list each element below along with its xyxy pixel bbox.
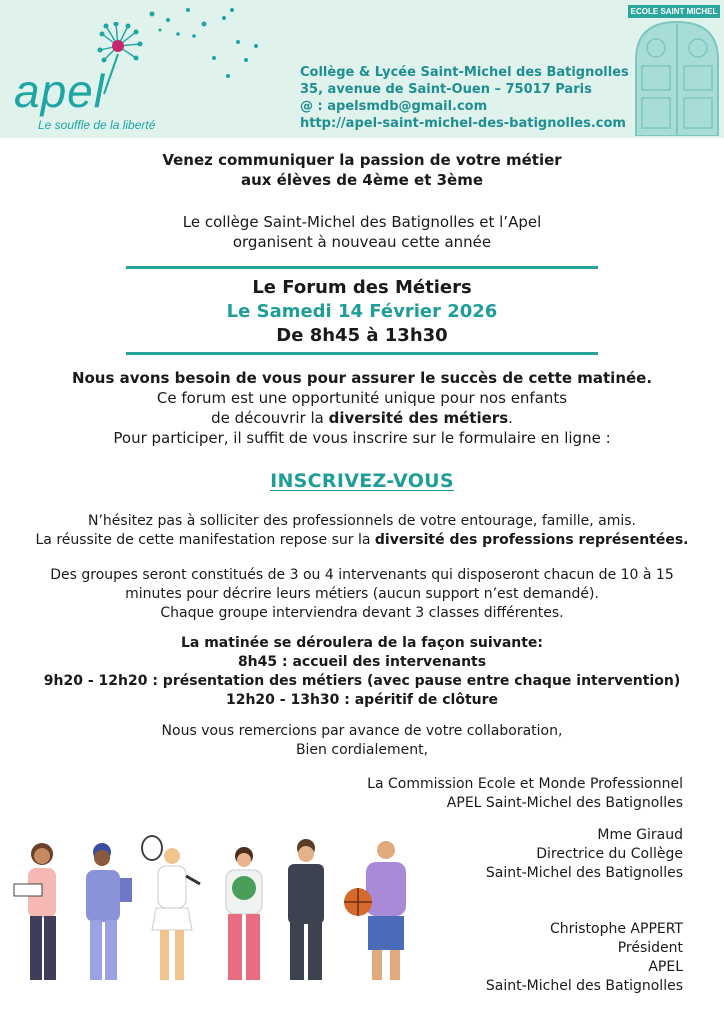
signature-commission xyxy=(367,775,683,813)
schedule-heading: La matinée se déroulera de la façon suivante: xyxy=(180,635,544,651)
event-time: De 8h45 à 13h30 xyxy=(276,325,448,346)
logo-tagline: Le souffle de la liberté xyxy=(38,118,156,132)
door-icon xyxy=(634,20,720,136)
event-block xyxy=(0,276,724,348)
body-p1-line-2: La réussite de cette manifestation repose sur la diversité des professions représentées. xyxy=(35,532,689,548)
body-paragraph-2 xyxy=(0,566,724,623)
person-doctor-figure xyxy=(86,843,132,980)
closing-line-1: Nous vous remercions par avance de votre collaboration, xyxy=(161,723,563,739)
president-org-1: APEL xyxy=(648,959,683,975)
person-gardener-figure xyxy=(226,847,262,980)
appeal-line-4: Pour participer, il suffit de vous inscrire sur le formulaire en ligne : xyxy=(113,429,611,447)
commission-line-2: APEL Saint-Michel des Batignolles xyxy=(446,795,683,811)
school-name: Collège & Lycée Saint-Michel des Batignolles xyxy=(300,65,629,80)
appeal-line-1: Nous avons besoin de vous pour assurer le succès de cette matinée. xyxy=(71,369,653,387)
event-date: Le Samedi 14 Février 2026 xyxy=(226,301,498,322)
appeal-line-2: Ce forum est une opportunité unique pour nos enfants xyxy=(156,389,568,407)
body-p2-line-3: Chaque groupe interviendra devant 3 classes différentes. xyxy=(160,605,564,621)
body-paragraph-1 xyxy=(0,512,724,550)
commission-line-1: La Commission Ecole et Monde Professionnel xyxy=(367,776,683,792)
event-title: Le Forum des Métiers xyxy=(252,277,472,298)
apel-logo: apel xyxy=(14,65,105,117)
divider-bottom xyxy=(126,352,598,355)
register-link[interactable]: INSCRIVEZ-VOUS xyxy=(270,470,454,492)
divider-top xyxy=(126,266,598,269)
closing-line-2: Bien cordialement, xyxy=(295,742,429,758)
director-name: Mme Giraud xyxy=(597,827,683,843)
intro-line-4: organisent à nouveau cette année xyxy=(232,233,492,251)
professionals-illustration xyxy=(10,832,420,1002)
schedule-item-3: 12h20 - 13h30 : apéritif de clôture xyxy=(225,692,499,708)
president-role: Président xyxy=(617,940,683,956)
email[interactable]: @ : apelsmdb@gmail.com xyxy=(300,99,488,114)
cta-wrapper xyxy=(0,470,724,492)
director-org: Saint-Michel des Batignolles xyxy=(485,865,683,881)
appeal-line-3: de découvrir la diversité des métiers. xyxy=(211,409,513,427)
schedule-block xyxy=(0,634,724,710)
contact-block xyxy=(300,64,629,132)
signature-director xyxy=(486,826,683,883)
president-name: Christophe APPERT xyxy=(549,921,683,937)
schedule-item-1: 8h45 : accueil des intervenants xyxy=(237,654,487,670)
body-p2-line-2: minutes pour décrire leurs métiers (aucun support n’est demandé). xyxy=(125,586,599,602)
intro-line-2: aux élèves de 4ème et 3ème xyxy=(240,171,484,189)
intro-line-3: Le collège Saint-Michel des Batignolles et l’Apel xyxy=(182,213,542,231)
address: 35, avenue de Saint-Ouen – 75017 Paris xyxy=(300,82,592,97)
website-link[interactable]: http://apel-saint-michel-des-batignolles.com xyxy=(300,116,626,131)
director-role: Directrice du Collège xyxy=(536,846,683,862)
school-tag: ECOLE SAINT MICHEL xyxy=(628,5,720,18)
dandelion-icon xyxy=(96,22,162,98)
header-banner xyxy=(0,0,724,138)
body-p2-line-1: Des groupes seront constitués de 3 ou 4 intervenants qui disposeront chacun de 10 à 15 xyxy=(50,567,674,583)
person-basketball-figure xyxy=(344,841,406,980)
intro-line-1: Venez communiquer la passion de votre métier xyxy=(162,151,562,169)
schedule-item-2: 9h20 - 12h20 : présentation des métiers (avec pause entre chaque intervention) xyxy=(43,673,681,689)
president-org-2: Saint-Michel des Batignolles xyxy=(485,978,683,994)
intro-text xyxy=(0,212,724,252)
signature-president xyxy=(486,920,683,996)
appeal-block xyxy=(0,368,724,448)
closing-block xyxy=(0,722,724,760)
person-teacher-figure xyxy=(14,843,56,980)
person-tennis-figure xyxy=(142,836,200,980)
intro-heading xyxy=(0,150,724,190)
body-p1-line-1: N’hésitez pas à solliciter des professionnels de votre entourage, famille, amis. xyxy=(87,513,636,529)
person-businessman-figure xyxy=(288,839,324,980)
